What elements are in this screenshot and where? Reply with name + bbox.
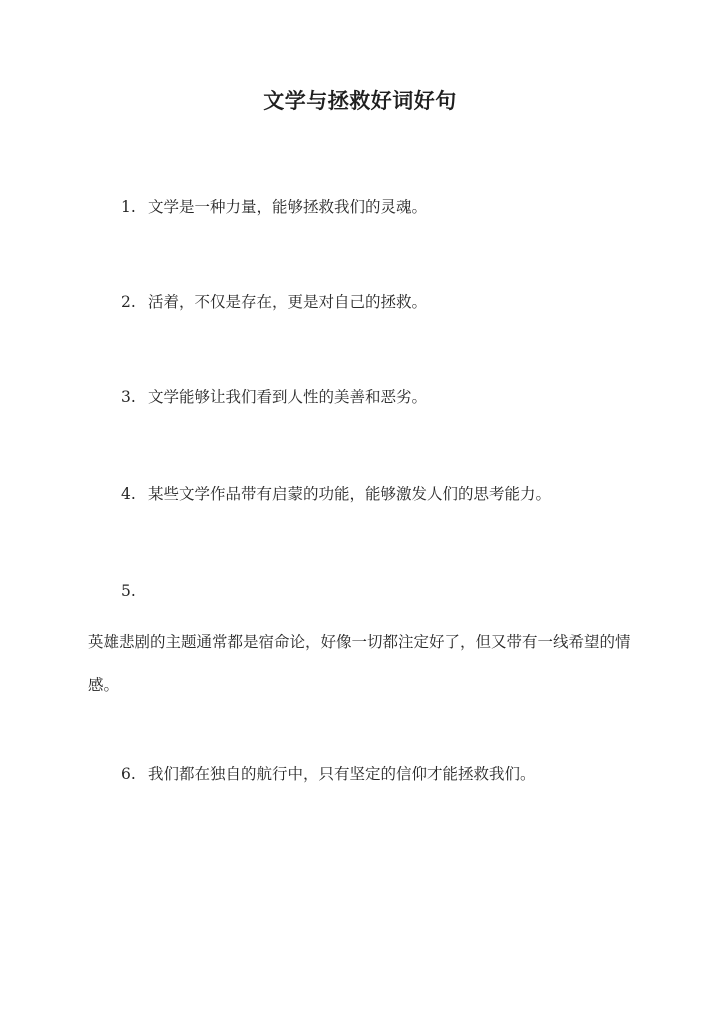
list-item-3 <box>121 386 427 408</box>
list-item-text: 我们都在独自的航行中，只有坚定的信仰才能拯救我们。 <box>148 765 536 783</box>
list-item-number: 3. <box>121 388 136 406</box>
list-item-number: 4. <box>121 485 136 503</box>
document-title: 文学与拯救好词好句 <box>263 88 457 113</box>
list-item-2 <box>121 291 427 313</box>
list-item-text: 某些文学作品带有启蒙的功能，能够激发人们的思考能力。 <box>148 485 552 503</box>
list-item-5-number: 5. <box>121 582 136 600</box>
list-item-number: 6. <box>121 765 136 783</box>
list-item-6 <box>121 763 536 785</box>
list-item-number: 2. <box>121 293 136 311</box>
list-item-text: 活着，不仅是存在，更是对自己的拯救。 <box>148 293 428 311</box>
list-item-5-text: 英雄悲剧的主题通常都是宿命论，好像一切都注定好了，但又带有一线希望的情感。 <box>88 633 631 694</box>
list-item-4 <box>121 483 551 505</box>
list-item-text: 文学能够让我们看到人性的美善和恶劣。 <box>148 388 428 406</box>
list-item-1 <box>121 196 427 218</box>
list-item-text: 文学是一种力量，能够拯救我们的灵魂。 <box>148 198 428 216</box>
list-item-number: 1. <box>121 198 136 216</box>
